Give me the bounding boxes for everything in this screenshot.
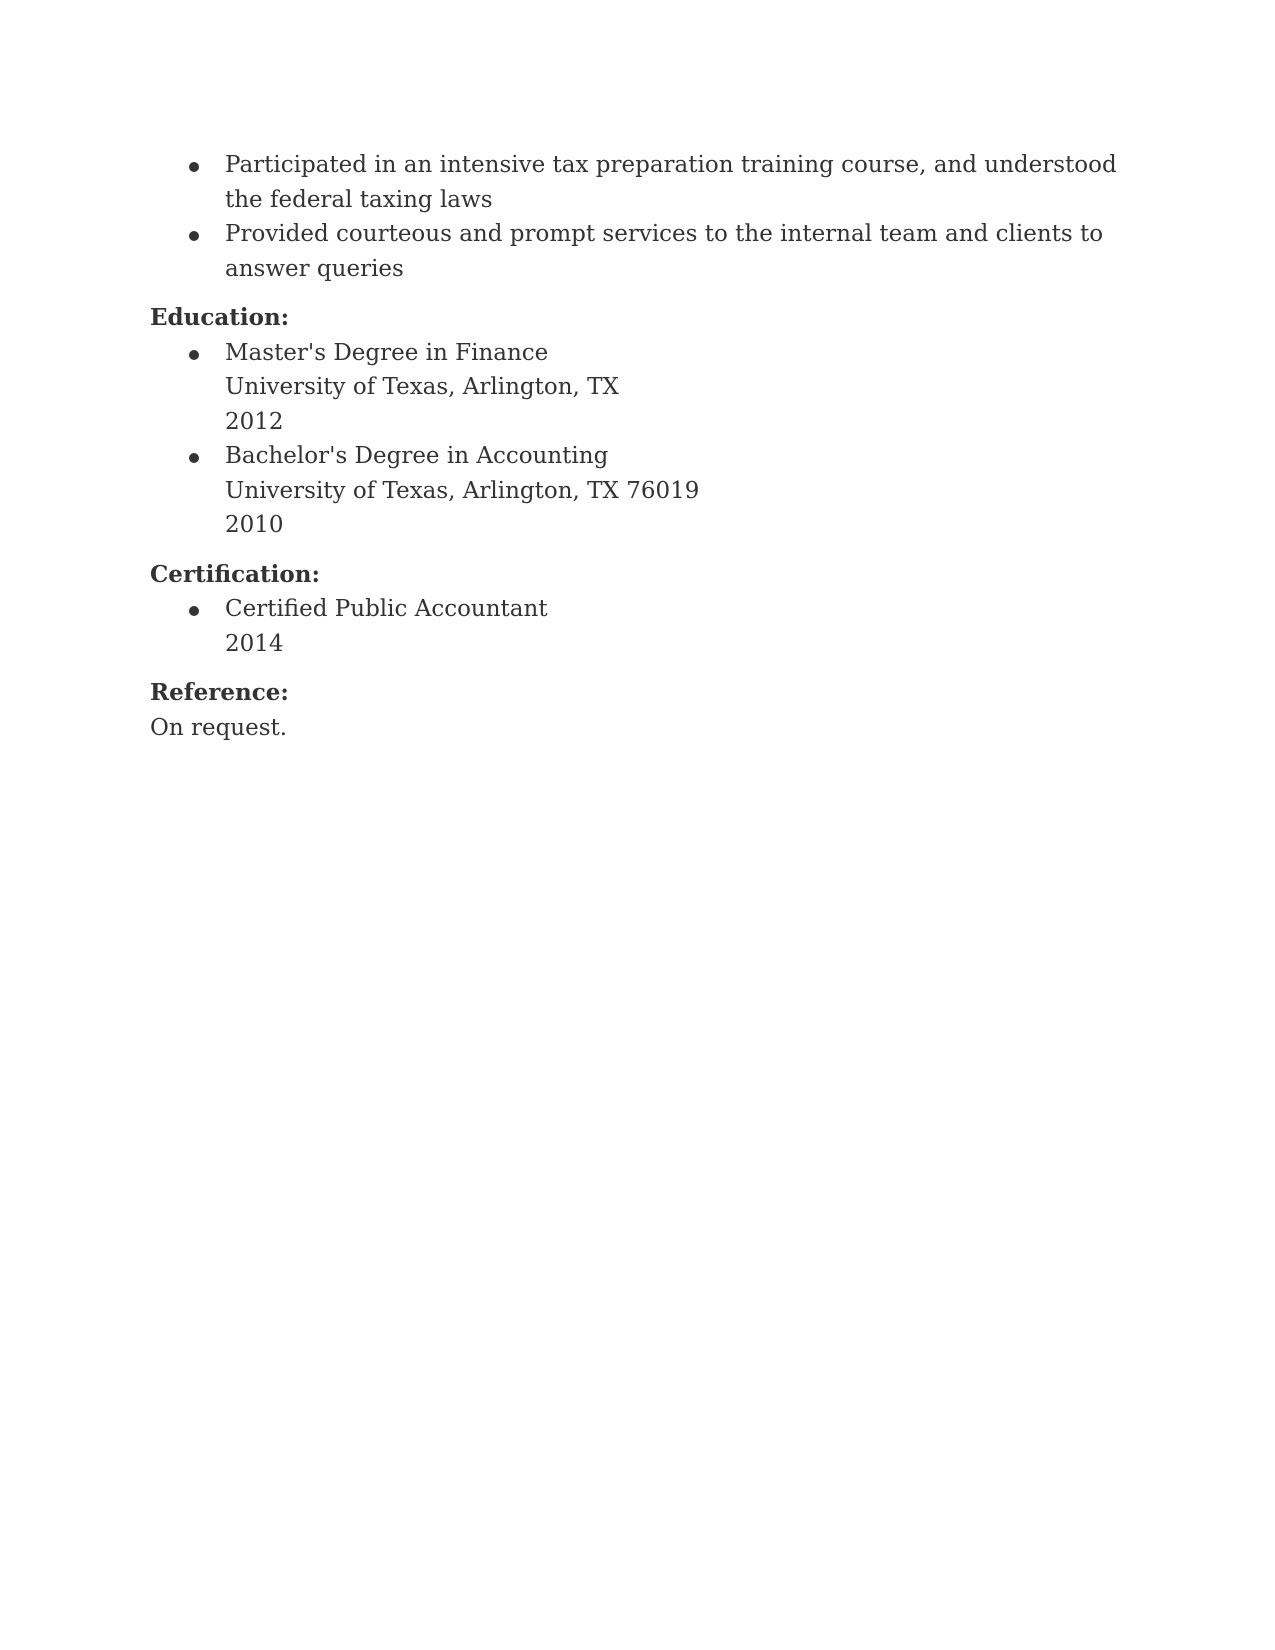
school-name: University of Texas, Arlington, TX [225,374,619,400]
bullet-icon [189,453,199,463]
bullet-text: Participated in an intensive tax preparation training course, and understood the federal taxing laws [225,152,1117,213]
list-item [150,336,1125,440]
bullet-text: Provided courteous and prompt services to the internal team and clients to answer queries [225,221,1104,282]
degree-name: Bachelor's Degree in Accounting [225,443,609,469]
certification-name: Certified Public Accountant [225,596,548,622]
list-item [150,148,1125,217]
degree-name: Master's Degree in Finance [225,339,549,366]
education-list [150,336,1125,543]
bullet-icon [189,350,199,360]
bullet-icon [189,162,199,172]
bullet-icon [189,606,199,616]
list-item [150,439,1125,543]
graduation-year: 2010 [225,512,284,538]
experience-bullet-list [150,148,1125,286]
bullet-icon [189,231,199,241]
education-heading: Education: [150,304,290,331]
school-name: University of Texas, Arlington, TX 76019 [225,477,700,504]
list-item [150,217,1125,286]
reference-text: On request. [150,714,288,741]
certification-year: 2014 [225,630,284,657]
certification-list [150,592,1125,661]
resume-content [150,148,1125,745]
reference-heading: Reference: [150,679,289,706]
certification-heading: Certification: [150,560,320,588]
graduation-year: 2012 [225,408,284,435]
list-item [150,592,1125,661]
